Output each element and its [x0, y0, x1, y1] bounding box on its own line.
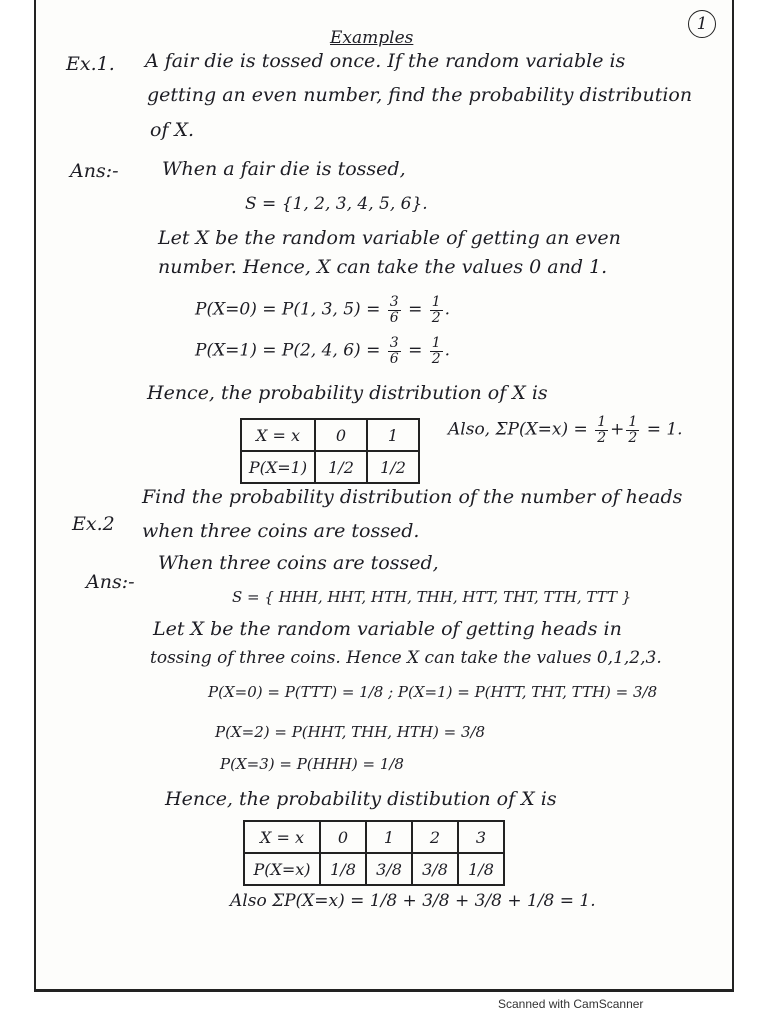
ex1-sum-frac2: $\frac{1}{2}$	[628, 414, 638, 446]
ex2-question-line1: Find the probability distribution of the number of heads	[142, 486, 683, 508]
page-number: 1	[688, 10, 716, 38]
table-cell: P(X=1)	[241, 451, 315, 483]
ex2-prob-x3: P(X=3) = P(HHH) = 1/8	[220, 755, 404, 773]
table-cell: 1/8	[458, 853, 504, 885]
table-cell: 3/8	[412, 853, 458, 885]
ex1-answer-label: Ans:-	[70, 160, 119, 182]
ex2-answer-label: Ans:-	[86, 571, 135, 593]
table-row	[241, 451, 419, 483]
table-row	[241, 419, 419, 451]
table-row	[244, 853, 504, 885]
ex2-sample-space: S = { HHH, HHT, HTH, THH, HTT, THT, TTH, TTT }	[232, 588, 632, 606]
ex2-label: Ex.2	[72, 513, 115, 535]
ex2-distribution-line: Hence, the probability distibution of X is	[165, 788, 557, 810]
table-cell: 0	[315, 419, 367, 451]
ex1-answer-line3: number. Hence, X can take the values 0 and 1.	[158, 256, 608, 278]
table-cell: 1/8	[320, 853, 366, 885]
ex1-prob-x1-frac2: $\frac{1}{2}$	[431, 335, 441, 367]
table-row	[244, 821, 504, 853]
ex2-prob-x2: P(X=2) = P(HHT, THH, HTH) = 3/8	[215, 723, 486, 741]
ex1-label: Ex.1.	[66, 53, 115, 75]
ex1-distribution-table	[240, 418, 420, 484]
page-title: Examples	[330, 28, 414, 48]
ex1-question-line2: getting an even number, find the probability distribution	[147, 84, 693, 106]
table-cell: 0	[320, 821, 366, 853]
table-cell: X = x	[241, 419, 315, 451]
ex1-prob-x0-frac1: $\frac{3}{6}$	[389, 294, 399, 326]
ex2-sum-check: Also ΣP(X=x) = 1/8 + 3/8 + 3/8 + 1/8 = 1.	[230, 891, 596, 911]
table-cell: 1/2	[367, 451, 419, 483]
ex2-question-line2: when three coins are tossed.	[142, 520, 420, 542]
ex1-answer-line2: Let X be the random variable of getting an even	[158, 227, 621, 249]
ex1-distribution-line: Hence, the probability distribution of X is	[147, 382, 548, 404]
ex1-prob-x0: P(X=0) = P(1, 3, 5) = $\frac{3}{6}$ = $\frac{1}{2}$ .	[195, 294, 451, 326]
ex1-prob-x0-lhs: P(X=0) = P(1, 3, 5) =	[195, 299, 381, 320]
ex1-sum-frac1: $\frac{1}{2}$	[597, 414, 607, 446]
ex1-sample-space: S = {1, 2, 3, 4, 5, 6}.	[245, 194, 428, 214]
ex1-question-line3: of X.	[150, 119, 195, 141]
ex1-answer-line1: When a fair die is tossed,	[162, 158, 406, 180]
table-cell: X = x	[244, 821, 320, 853]
table-cell: 2	[412, 821, 458, 853]
ex1-sum-result: = 1.	[646, 419, 683, 440]
table-cell: 3	[458, 821, 504, 853]
ex1-prob-x1-frac1: $\frac{3}{6}$	[389, 335, 399, 367]
ex1-question-line1: A fair die is tossed once. If the random variable is	[145, 50, 626, 72]
ex2-prob-x0-x1: P(X=0) = P(TTT) = 1/8 ; P(X=1) = P(HTT, THT, TTH) = 3/8	[208, 683, 658, 701]
table-cell: 1	[366, 821, 412, 853]
table-cell: 1/2	[315, 451, 367, 483]
ex2-answer-line3: tossing of three coins. Hence X can take the values 0,1,2,3.	[150, 648, 662, 668]
ex1-prob-x1-lhs: P(X=1) = P(2, 4, 6) =	[195, 340, 381, 361]
ex2-distribution-table	[243, 820, 505, 886]
ex1-prob-x0-frac2: $\frac{1}{2}$	[431, 294, 441, 326]
ex1-sum-prefix: Also, ΣP(X=x) =	[448, 419, 588, 440]
ex1-prob-x1: P(X=1) = P(2, 4, 6) = $\frac{3}{6}$ = $\frac{1}{2}$ .	[195, 335, 451, 367]
ex2-answer-line1: When three coins are tossed,	[158, 552, 439, 574]
ex1-sum-check: Also, ΣP(X=x) = $\frac{1}{2}$ + $\frac{1}{2}$ = 1.	[448, 414, 683, 446]
ex2-answer-line2: Let X be the random variable of getting heads in	[153, 618, 622, 640]
table-cell: 3/8	[366, 853, 412, 885]
scanner-watermark: Scanned with CamScanner	[498, 997, 644, 1011]
table-cell: 1	[367, 419, 419, 451]
table-cell: P(X=x)	[244, 853, 320, 885]
